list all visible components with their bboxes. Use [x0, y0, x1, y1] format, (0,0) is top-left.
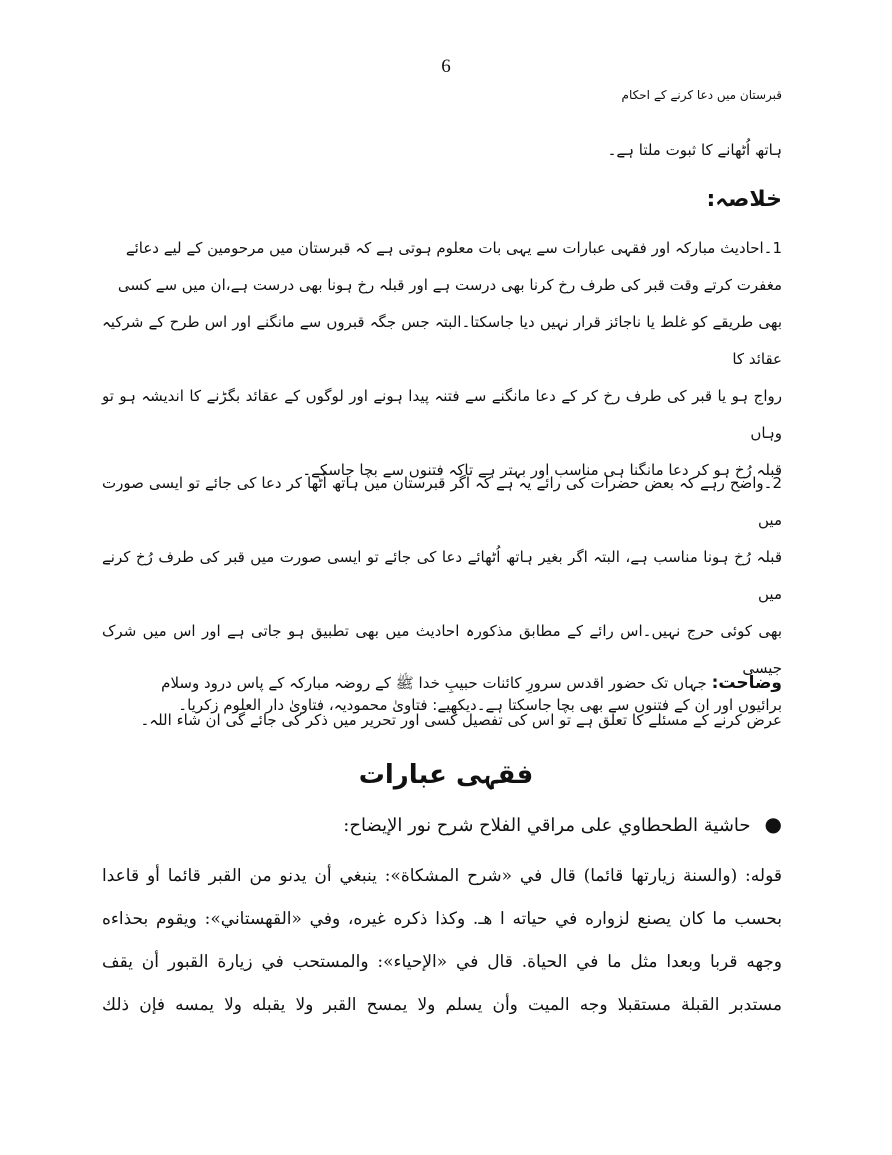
- paragraph-line: 2۔واضح رہے کہ بعض حضرات کی رائے یہ ہے کہ اگر قبرستان میں ہاتھ اُٹھا کر دعا کی جائے تو ایسی صورت میں: [102, 474, 782, 529]
- summary-heading: خلاصہ:: [706, 187, 782, 212]
- fiqh-heading: فقہی عبارات: [358, 760, 534, 790]
- source-title: حاشية الطحطاوي على مراقي الفلاح شرح نور الإيضاح:: [343, 815, 751, 836]
- arabic-line: وجهه قربا وبعدا مثل ما في الحياة. قال في «الإحياء»: والمستحب في زيارة القبور أن يقف: [102, 952, 782, 972]
- paragraph-line: رواج ہو یا قبر کی طرف رخ کر کے دعا مانگنے سے فتنہ پیدا ہونے اور لوگوں کے عقائد بگڑنے کا اندیشہ ہو تو وہاں: [102, 387, 782, 442]
- summary-paragraph-1: [102, 230, 782, 489]
- arabic-quotation: [102, 855, 782, 1027]
- clarification-line: عرض کرنے کے مسئلے کا تعلق ہے تو اس کی تفصیل کسی اور تحریر میں ذکر کی جائے گی ان شاء اللہ۔: [140, 711, 782, 729]
- bullet-icon: ●: [764, 812, 782, 836]
- clarification-label: وضاحت:: [711, 673, 782, 693]
- intro-line: ہاتھ اُٹھانے کا ثبوت ملتا ہے۔: [607, 141, 782, 159]
- paragraph-line: 1۔احادیث مبارکہ اور فقہی عبارات سے یہی بات معلوم ہوتی ہے کہ قبرستان میں مرحومین کے لیے دعائے: [125, 239, 782, 257]
- paragraph-line: قبلہ رُخ ہونا مناسب ہے، البتہ اگر بغیر ہاتھ اُٹھائے دعا کی جائے تو ایسی صورت میں قبر کی طرف رُخ کرنے میں: [102, 548, 782, 603]
- paragraph-line: مغفرت کرتے وقت قبر کی طرف رخ کرنا بھی درست ہے اور قبلہ رخ ہونا بھی درست ہے،ان میں سے کسی: [117, 276, 782, 294]
- paragraph-line: بھی کوئی حرج نہیں۔اس رائے کے مطابق مذکورہ احادیث میں بھی تطبیق ہو جاتی ہے اور اس میں شرک جیسی: [102, 622, 782, 677]
- paragraph-line: قبلہ رُخ ہو کر دعا مانگنا ہی مناسب اور بہتر ہے تاکہ فتنوں سے بچا جاسکے۔: [302, 461, 782, 479]
- paragraph-line: برائیوں اور ان کے فتنوں سے بھی بچا جاسکتا ہے۔دیکھیے: فتاویٰ محمودیہ، فتاویٰ دار العلوم زکریا۔: [178, 696, 782, 714]
- page-number: 6: [441, 56, 451, 77]
- paragraph-line: بھی طریقے کو غلط یا ناجائز قرار نہیں دیا جاسکتا۔البتہ جس جگہ قبروں سے مانگنے اور اس طرح کے شرکیہ عقائد کا: [102, 313, 782, 368]
- clarification-paragraph: [102, 665, 782, 739]
- source-bullet: [343, 812, 782, 836]
- running-header: قبرستان میں دعا کرنے کے احکام: [621, 88, 782, 102]
- arabic-line: مستدبر القبلة مستقبلا وجه الميت وأن يسلم ولا يمسح القبر ولا يقبله ولا يمسه فإن ذلك: [102, 995, 782, 1015]
- clarification-text: جہاں تک حضور اقدس سرورِ کائنات حبیبِ خدا ﷺ کے روضہ مبارکہ کے پاس درود وسلام: [161, 674, 707, 692]
- arabic-line: بحسب ما كان يصنع لزواره في حياته ا هـ. وكذا ذكره غيره، وفي «القهستاني»: ويقوم بحذاءه: [102, 909, 782, 929]
- arabic-line: قوله: (والسنة زيارتها قائما) قال في «شرح المشكاة»: ينبغي أن يدنو من القبر قائما أو قاعدا: [102, 866, 782, 886]
- clarification-line: [102, 665, 782, 702]
